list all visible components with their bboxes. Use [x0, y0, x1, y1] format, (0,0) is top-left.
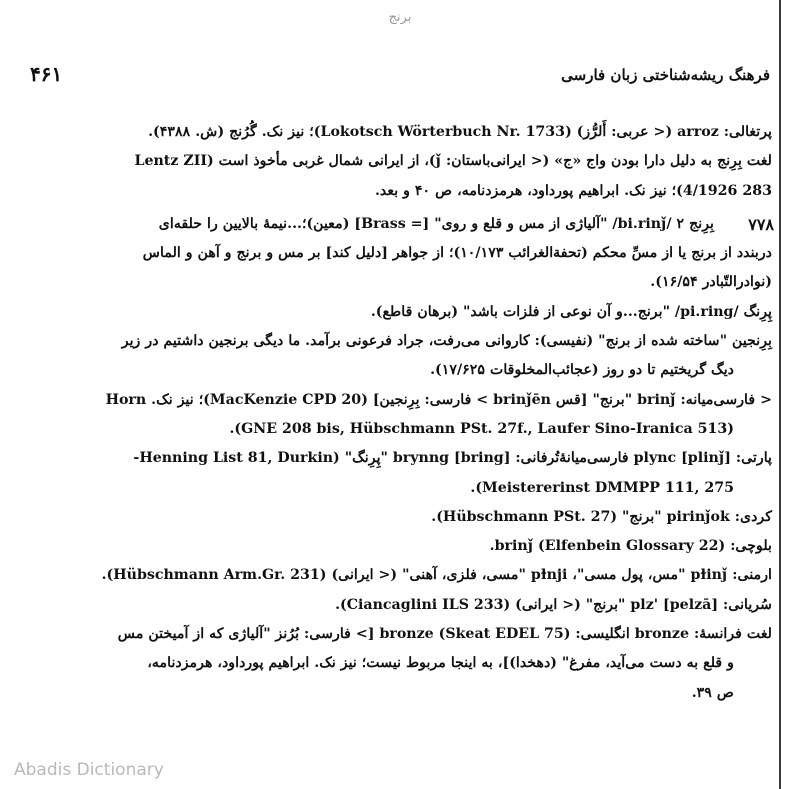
- text-line: ص ۳۹.: [691, 684, 734, 701]
- text-line: بلوچی: brinǰ (Elfenbein Glossary 22).: [489, 538, 772, 555]
- dictionary-entry: [26, 210, 772, 298]
- text-line: پارتی: plync [plinǰ] فارسی‌میانهٔ‌تُرفانی: brynng [bring] "پِرِنگ" (Henning List 81, Durkin-: [133, 450, 772, 467]
- page-header: [30, 62, 770, 90]
- text-line: دیگ گریختیم تا دو روز (عجائب‌المخلوقات ۱۷/۶۲۵).: [430, 362, 734, 379]
- entry-headline: بِرِنج ۲ /bi.rinǰ/ "آلیاژی از مس و قلع و روی" [= Brass] (معین)؛...نیمهٔ بالایین را حلقه‌ای: [158, 215, 714, 232]
- text-line: < فارسی‌میانه: brinǰ "برنج" [قس brinǰēn > فارسی: بِرِنجین] (MacKenzie CPD 20)؛ نیز نک. Horn: [105, 391, 772, 408]
- text-line: لغت بِرِنج به دلیل دارا بودن واج «ج» (< ایرانی‌باستان: ǰ)، از ایرانی شمال غربی مأخوذ است (Lentz ZII: [134, 153, 772, 170]
- text-line: 283 4/1926)؛ نیز نک. ابراهیم پورداود، هرمزدنامه، ص ۴۰ و بعد.: [374, 182, 772, 199]
- text-line: سُریانی: plz' [pelzā] "برنج" (< ایرانی) (Ciancaglini ILS 233).: [335, 596, 772, 613]
- watermark: Abadis Dictionary: [14, 760, 164, 780]
- text-line: Meistererinst DMMPP 111, 275).: [470, 479, 734, 496]
- entry-number: ۷۷۸: [748, 214, 774, 234]
- text-line: بِرِنجین "ساخته شده از برنج" (نفیسی): کاروانی می‌رفت، جراد فرعونی برآمد. ما دیگی برنجین داشتیم در زیر: [121, 333, 772, 350]
- text-line: لغت فرانسهٔ: bronze انگلیسی: bronze (Skeat EDEL 75) [> فارسی: بُرُنز "آلیاژی که از آمیختن مس: [117, 626, 772, 643]
- text-line: (نوادرالتّبادر ۱۶/۵۴).: [650, 274, 772, 291]
- site-label: برنج: [388, 10, 412, 25]
- text-line: ارمنی: pɫinǰ "مس، پول مسی"، pɫnji "مسی، فلزی، آهنی" (< ایرانی) (Hübschmann Arm.Gr. 231).: [101, 567, 772, 584]
- page-edge-rule: [779, 0, 781, 789]
- text-line: و قلع به دست می‌آید، مفرغ" (دهخدا)]، به اینجا مربوط نیست؛ نیز نک. ابراهیم پورداود، هرمزدنامه،: [147, 655, 734, 672]
- page-body: [26, 118, 772, 708]
- text-line: کردی: pirinǰok "برنج" (Hübschmann PSt. 27).: [431, 508, 772, 525]
- text-line: پِرِنگ /pi.ring/ "برنج...و آن نوعی از فلزات باشد" (برهان قاطع).: [370, 303, 772, 320]
- text-line: (GNE 208 bis, Hübschmann PSt. 27f., Laufer Sino-Iranica 513).: [229, 420, 734, 437]
- text-line: پرتغالی: arroz (< عربی: أَلرُّز) (Lokotsch Wörterbuch Nr. 1733)؛ نیز نک. گُرُنج (ش. ۴۳۸۸).: [148, 124, 772, 140]
- book-title: فرهنگ ریشه‌شناختی زبان فارسی: [561, 66, 770, 84]
- page-number: ۴۶۱: [30, 62, 63, 86]
- text-line: دربندد از برنج یا از مسِّ محکم (تحفة‌الغرائب ۱۰/۱۷۳)؛ از جواهر [دلیل کند] بر مس و برنج و آهن و الماس: [142, 245, 772, 262]
